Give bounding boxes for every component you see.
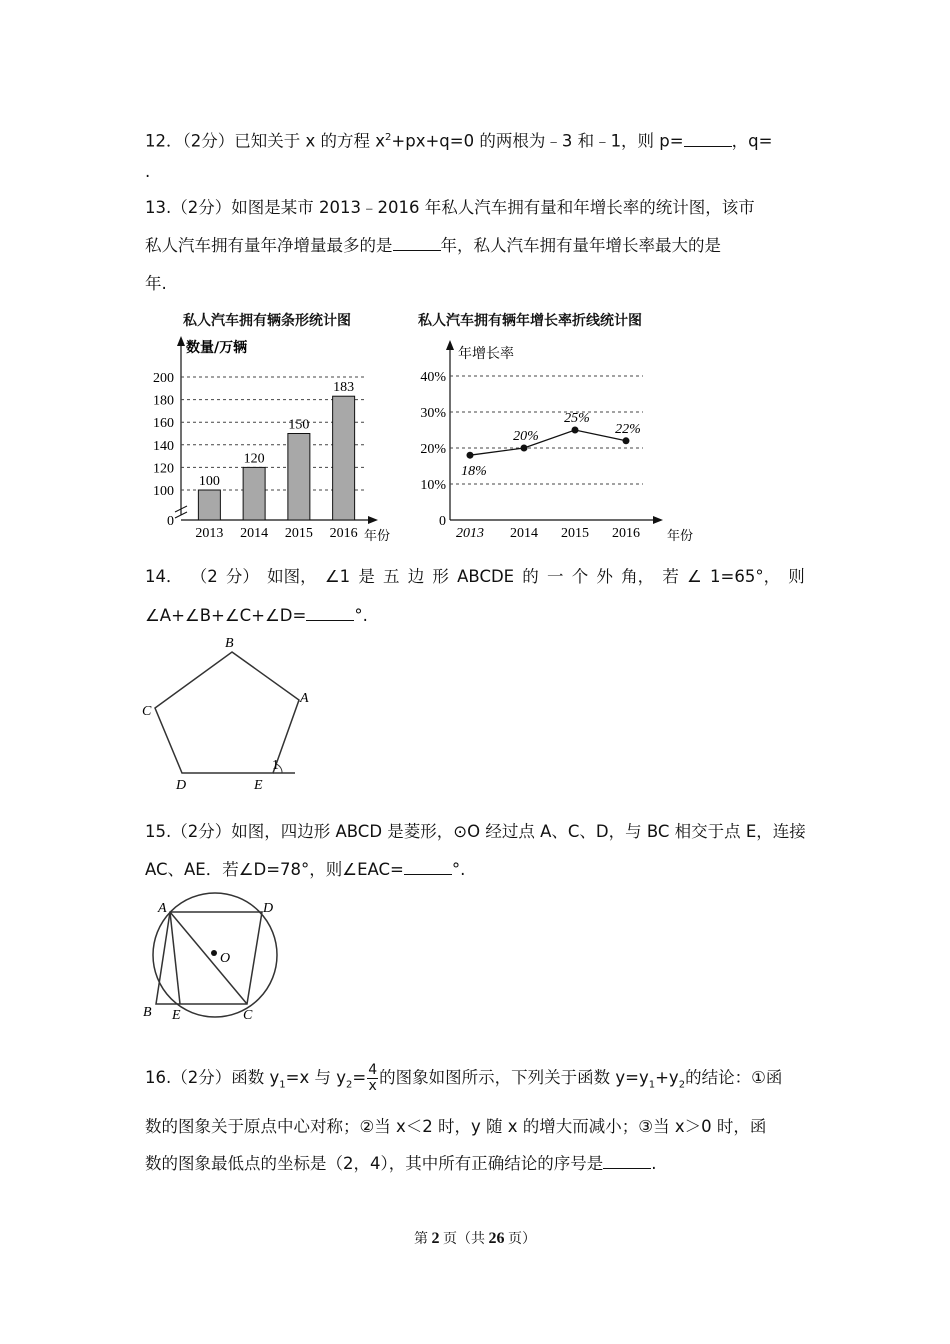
point-a: A xyxy=(158,901,167,916)
bar-y-tick-label: 120 xyxy=(153,461,174,477)
bar xyxy=(288,434,310,521)
bar-chart-title: 私人汽车拥有辆条形统计图 xyxy=(183,313,351,329)
vertex-a: A xyxy=(300,691,309,706)
line-point xyxy=(521,445,528,452)
q12-superscript: 2 xyxy=(385,132,392,143)
q14-word: 的 xyxy=(522,567,539,586)
bar-y-tick-label: 160 xyxy=(153,416,174,432)
point-o: O xyxy=(220,951,231,966)
q14-word: 分） xyxy=(225,567,259,586)
q14-word: 1=65°， xyxy=(710,567,781,586)
q16-sub-2: 2 xyxy=(345,1079,353,1091)
line-y-tick-label: 10% xyxy=(420,478,446,493)
line-x-label: 年份 xyxy=(667,529,694,544)
q16-line-3 xyxy=(145,1152,657,1176)
line-data-label: 18% xyxy=(461,464,487,480)
bar xyxy=(243,467,265,520)
bar-x-tick-label: 2015 xyxy=(284,526,313,541)
footer-page-number: 2 xyxy=(431,1230,440,1247)
bar-x-label: 年份 xyxy=(364,529,390,544)
line-chart xyxy=(405,330,705,580)
q14-word: 14． xyxy=(145,567,183,586)
q12-text-c: ，q= xyxy=(731,131,773,151)
q14-word: （2 xyxy=(190,567,218,586)
vertex-c: C xyxy=(142,704,152,719)
line-x-tick-label: 2015 xyxy=(561,526,589,541)
line-x-arrow xyxy=(653,516,663,524)
q12-blank-p xyxy=(684,130,732,147)
bar-chart xyxy=(140,330,390,580)
line-y-tick-label: 0 xyxy=(439,514,446,529)
line-y-tick-label: 40% xyxy=(420,370,446,385)
q13-line-2 xyxy=(145,234,721,258)
bar-y-tick-label: 200 xyxy=(153,371,174,386)
q13-line-1: 13.（2分）如图是某市 2013﹣2016 年私人汽车拥有量和年增长率的统计图，该市 xyxy=(145,198,755,217)
q16-text-f: 的结论：①函 xyxy=(685,1068,783,1087)
q13-text-a: 私人汽车拥有量年净增量最多的是 xyxy=(145,236,393,255)
bar-data-label: 150 xyxy=(288,417,310,433)
q16-line-2: 数的图象关于原点中心对称；②当 x＜2 时，y 随 x 的增大而减小；③当 x＞0 时，函 xyxy=(145,1117,767,1136)
line-point xyxy=(623,437,630,444)
q16-text-e: +y xyxy=(655,1068,679,1087)
q16-line-1 xyxy=(145,1063,782,1097)
point-b: B xyxy=(143,1005,152,1020)
line-point xyxy=(572,427,579,434)
q14-word: 边 xyxy=(407,567,425,586)
q14-word: 则 xyxy=(788,567,805,586)
q14-line-1 xyxy=(145,565,805,589)
q12-text-a: 12．（2分）已知关于 x 的方程 x xyxy=(145,131,386,151)
q16-fraction-numerator: 4 xyxy=(368,1062,378,1078)
bar-x-tick-label: 2014 xyxy=(240,526,269,541)
bar-y-label: 数量/万辆 xyxy=(186,340,248,356)
line-y-tick-label: 20% xyxy=(420,442,446,457)
bar-y-tick-label: 140 xyxy=(153,438,174,454)
line-x-tick-label: 2013 xyxy=(456,526,484,541)
bar-y-arrow xyxy=(177,336,185,346)
line-y-label: 年增长率 xyxy=(458,346,514,362)
q14-word: 角， xyxy=(621,567,655,586)
footer-total-pages: 26 xyxy=(488,1230,505,1247)
q16-text-d: 的图象如图所示，下列关于函数 y=y xyxy=(379,1068,649,1087)
bar-x-arrow xyxy=(368,516,378,524)
q14-word: 如图， xyxy=(267,567,317,586)
q16-fraction-denominator: x xyxy=(368,1078,377,1094)
point-e: E xyxy=(172,1008,181,1023)
q14-word: 一 xyxy=(547,567,564,586)
q16-text-b: =x 与 y xyxy=(285,1068,346,1087)
bar xyxy=(198,490,220,520)
line-y-tick-label: 30% xyxy=(420,406,446,421)
q15-line-2 xyxy=(145,858,465,882)
q15-line-1: 15.（2分）如图，四边形 ABCD 是菱形，⊙O 经过点 A、C、D，与 BC 相交于点 E，连接 xyxy=(145,822,806,841)
point-d: D xyxy=(263,901,274,916)
page-footer xyxy=(0,1228,950,1248)
footer-suffix: 页） xyxy=(504,1232,536,1247)
bar-y-tick-label: 0 xyxy=(167,514,174,529)
q13-blank-1 xyxy=(393,234,441,251)
q14-line-2 xyxy=(145,604,368,628)
q14-text-a: ∠A+∠B+∠C+∠D= xyxy=(145,606,307,625)
line-x-tick-label: 2014 xyxy=(510,526,538,541)
line-data-label: 20% xyxy=(513,429,539,444)
bar-x-tick-label: 2016 xyxy=(329,526,358,541)
q16-text-h: . xyxy=(651,1154,657,1173)
q13-text-b: 年，私人汽车拥有量年增长率最大的是 xyxy=(440,236,721,255)
q15-text-a: AC、AE．若∠D=78°，则∠EAC= xyxy=(145,860,404,879)
vertex-e: E xyxy=(254,778,263,793)
bar-data-label: 183 xyxy=(333,380,355,396)
pentagon-figure xyxy=(135,630,335,800)
q14-word: ∠1 xyxy=(324,567,351,586)
q16-fraction xyxy=(367,1063,378,1094)
rhombus-circle-figure xyxy=(135,892,305,1032)
q14-word: 若 xyxy=(662,567,679,586)
bar-y-tick-label: 100 xyxy=(153,484,174,499)
q12-line-2: . xyxy=(145,162,151,181)
line-chart-title: 私人汽车拥有辆年增长率折线统计图 xyxy=(418,313,642,329)
q13-line-3: 年. xyxy=(145,274,167,293)
q16-sub-3: 1 xyxy=(648,1079,656,1091)
pentagon-shape xyxy=(155,652,299,773)
growth-rate-line xyxy=(470,430,626,455)
vertex-b: B xyxy=(225,636,234,651)
q14-word: 五 xyxy=(383,567,400,586)
footer-prefix: 第 xyxy=(414,1232,432,1247)
bar xyxy=(333,396,355,520)
q14-word: ∠ xyxy=(687,567,702,586)
line-x-tick-label: 2016 xyxy=(612,526,640,541)
q12-line-1 xyxy=(145,126,772,154)
line-data-label: 22% xyxy=(615,421,641,437)
bar-data-label: 100 xyxy=(198,474,220,489)
q15-text-b: °. xyxy=(451,860,466,879)
q14-word: 外 xyxy=(596,567,613,586)
line-y-arrow xyxy=(446,340,454,350)
q16-text-c: = xyxy=(352,1068,367,1087)
bar-data-label: 120 xyxy=(243,451,265,467)
q16-text-a: 16.（2分）函数 y xyxy=(145,1068,280,1087)
q15-blank xyxy=(404,858,452,875)
q16-text-g: 数的图象最低点的坐标是（2，4），其中所有正确结论的序号是 xyxy=(145,1154,604,1173)
line-data-label: 25% xyxy=(564,411,590,426)
q14-word: 是 xyxy=(358,567,375,586)
vertex-d: D xyxy=(176,778,187,793)
bar-y-tick-label: 180 xyxy=(153,393,174,409)
q14-text-b: °. xyxy=(354,606,368,625)
q14-word: 个 xyxy=(571,567,589,586)
bar-x-tick-label: 2013 xyxy=(195,526,224,541)
point-c: C xyxy=(243,1008,253,1023)
footer-middle: 页（共 xyxy=(439,1232,489,1247)
q14-word: 形 xyxy=(432,567,449,586)
center-o-dot xyxy=(211,950,217,956)
q14-blank xyxy=(306,604,354,621)
q16-blank xyxy=(603,1152,651,1169)
angle-1-label: 1 xyxy=(272,758,279,773)
segment-ac xyxy=(170,912,247,1004)
q14-word: ABCDE xyxy=(457,567,515,586)
segment-ae xyxy=(170,912,180,1004)
line-point xyxy=(467,452,474,459)
q12-text-b: +px+q=0 的两根为﹣3 和﹣1，则 p= xyxy=(391,131,684,151)
q16-sub-1: 1 xyxy=(279,1079,286,1091)
q16-sub-4: 2 xyxy=(678,1079,686,1091)
